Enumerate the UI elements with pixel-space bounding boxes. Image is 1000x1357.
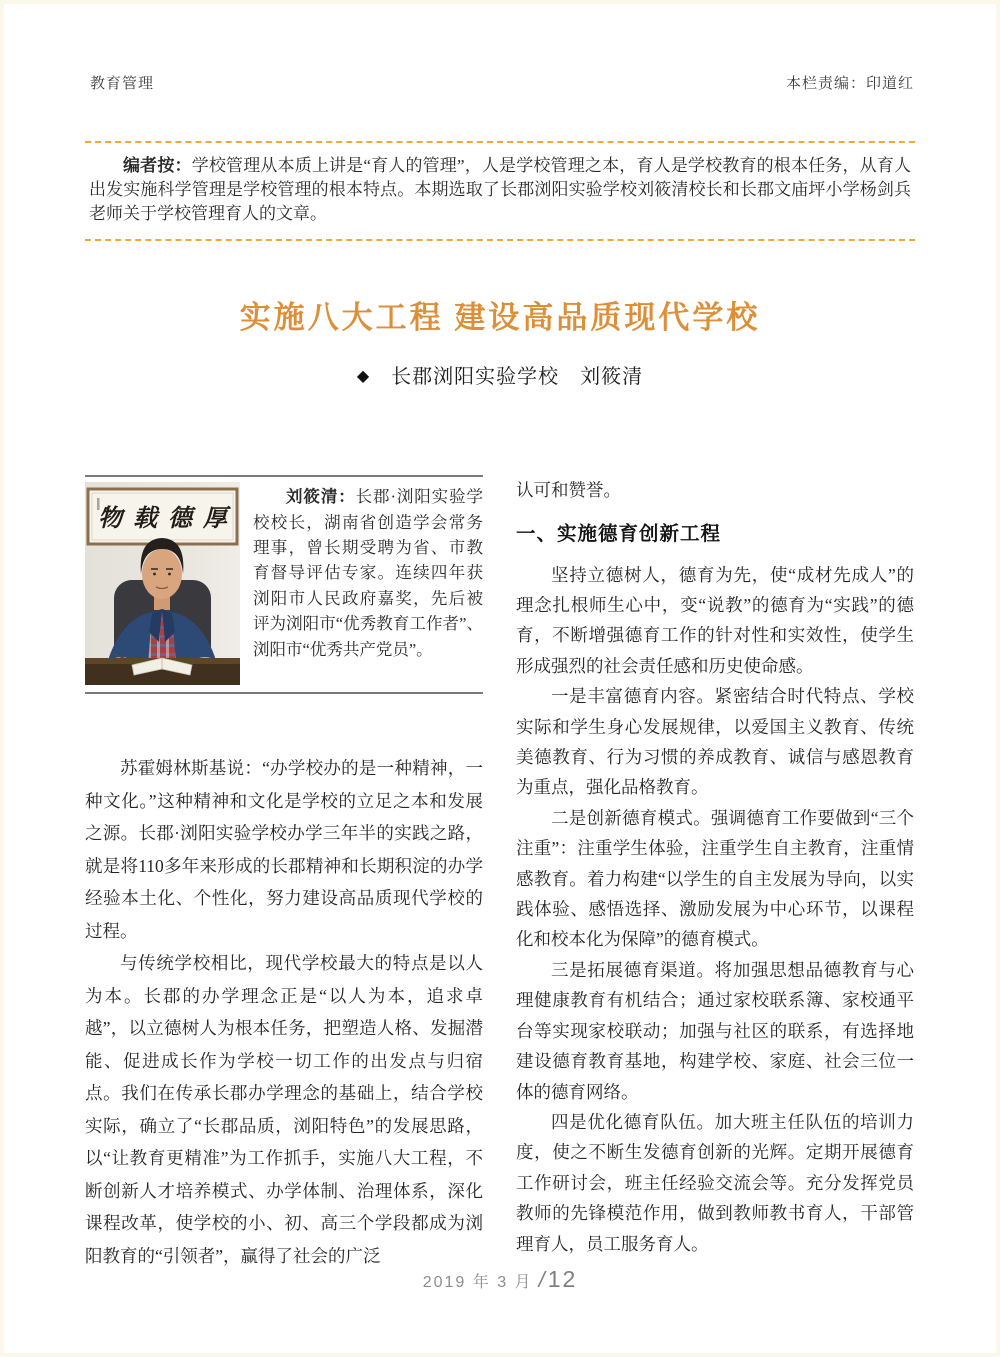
body-paragraph: 四是优化德育队伍。加大班主任队伍的培训力度，使之不断生发德育创新的光辉。定期开展德育工作研讨会，班主任经验交流会等。充分发挥党员教师的先锋模范作用，做到教师教书育人，干部管理育人，员工服务育人。 <box>516 1111 914 1254</box>
face <box>142 549 182 599</box>
editor-note-box <box>85 141 915 241</box>
portrait-photo <box>85 482 240 685</box>
calligraphy-text: 物载德厚 <box>98 506 238 533</box>
footer-page-number: 12 <box>547 1266 578 1292</box>
body-paragraph-continuation: 认可和赞誉。 <box>516 480 621 501</box>
editor-note-paragraph <box>89 154 911 226</box>
bio-text <box>253 484 483 662</box>
editor-note-label: 编者按： <box>123 156 192 175</box>
right-column <box>516 475 914 1272</box>
article-byline <box>0 360 1000 389</box>
body-paragraph: 苏霍姆林斯基说：“办学校办的是一种精神，一种文化。”这种精神和文化是学校的立足之本和发展之源。长郡·浏阳实验学校办学三年半的实践之路，就是将110多年来形成的长郡精神和长期积淀的办学经验本土化、个性化，努力建设高品质现代学校的过程。 <box>85 758 483 941</box>
page-header <box>0 0 1000 93</box>
article-title: 实施八大工程 建设高品质现代学校 <box>239 300 761 335</box>
byline-text: 长郡浏阳实验学校 刘筱清 <box>391 366 644 389</box>
author-bio-box <box>85 475 483 694</box>
header-section-label: 教育管理 <box>90 75 155 92</box>
editor-note-text: 学校管理从本质上讲是“育人的管理”，人是学校管理之本，育人是学校教育的根本任务，从育人出发实施科学管理是学校管理的根本特点。本期选取了长郡浏阳实验学校刘筱清校长和长郡文庙坪小学杨剑兵老师关于学校管理育人的文章。 <box>89 156 911 223</box>
desk <box>85 658 240 685</box>
body-paragraph: 一是丰富德育内容。紧密结合时代特点、学校实际和学生身心发展规律，以爱国主义教育、传统美德教育、行为习惯的养成教育、诚信与感恩教育为重点，强化品格教育。 <box>516 686 914 798</box>
diamond-icon: ◆ <box>356 368 371 386</box>
page-footer <box>0 1266 1000 1293</box>
calligraphy-frame <box>88 489 238 544</box>
body-paragraph: 坚持立德树人，德育为先，使“成材先成人”的理念扎根师生心中，变“说教”的德育为“实践”的德育，不断增强德育工作的针对性和实效性，使学生形成强烈的社会责任感和历史使命感。 <box>516 564 914 676</box>
article-body-columns <box>85 475 915 1272</box>
body-paragraph: 与传统学校相比，现代学校最大的特点是以人为本。长郡的办学理念正是“以人为本，追求卓越”，以立德树人为根本任务，把塑造人格、发掘潜能、促进成长作为学校一切工作的出发点与归宿点。我们在传承长郡办学理念的基础上，结合学校实际，确立了“长郡品质，浏阳特色”的发展思路，以“让教育更精准”为工作抓手，实施八大工程，不断创新人才培养模式、办学体制、治理体系，深化课程改革，使学校的小、初、高三个学段都成为浏阳教育的“引领者”，赢得了社会的广泛 <box>85 953 483 1266</box>
section-heading: 一、实施德育创新工程 <box>516 522 722 545</box>
footer-date: 2019 年 3 月 <box>422 1274 533 1291</box>
body-paragraph: 三是拓展德育渠道。将加强思想品德教育与心理健康教育有机结合；通过家校联系簿、家校通平台等实现家校联动；加强与社区的联系，有选择地建设德育教育基地，构建学校、家庭、社会三位一体的德育网络。 <box>516 959 914 1102</box>
bio-author-name: 刘筱清： <box>286 487 356 507</box>
header-editor-credit: 本栏责编：印道红 <box>785 75 914 92</box>
footer-slash: / <box>538 1267 547 1292</box>
body-paragraph: 二是创新德育模式。强调德育工作要做到“三个注重”：注重学生体验，注重学生自主教育，注重情感教育。着力构建“以学生的自主发展为导向，以实践体验、感悟选择、激励发展为中心环节，以课程化和校本化为保障”的德育模式。 <box>516 807 914 950</box>
left-column <box>85 475 483 1272</box>
bio-description: 长郡·浏阳实验学校校长，湖南省创造学会常务理事，曾长期受聘为省、市教育督导评估专家。连续四年获浏阳市人民政府嘉奖，先后被评为浏阳市“优秀教育工作者”、浏阳市“优秀共产党员”。 <box>253 487 483 659</box>
